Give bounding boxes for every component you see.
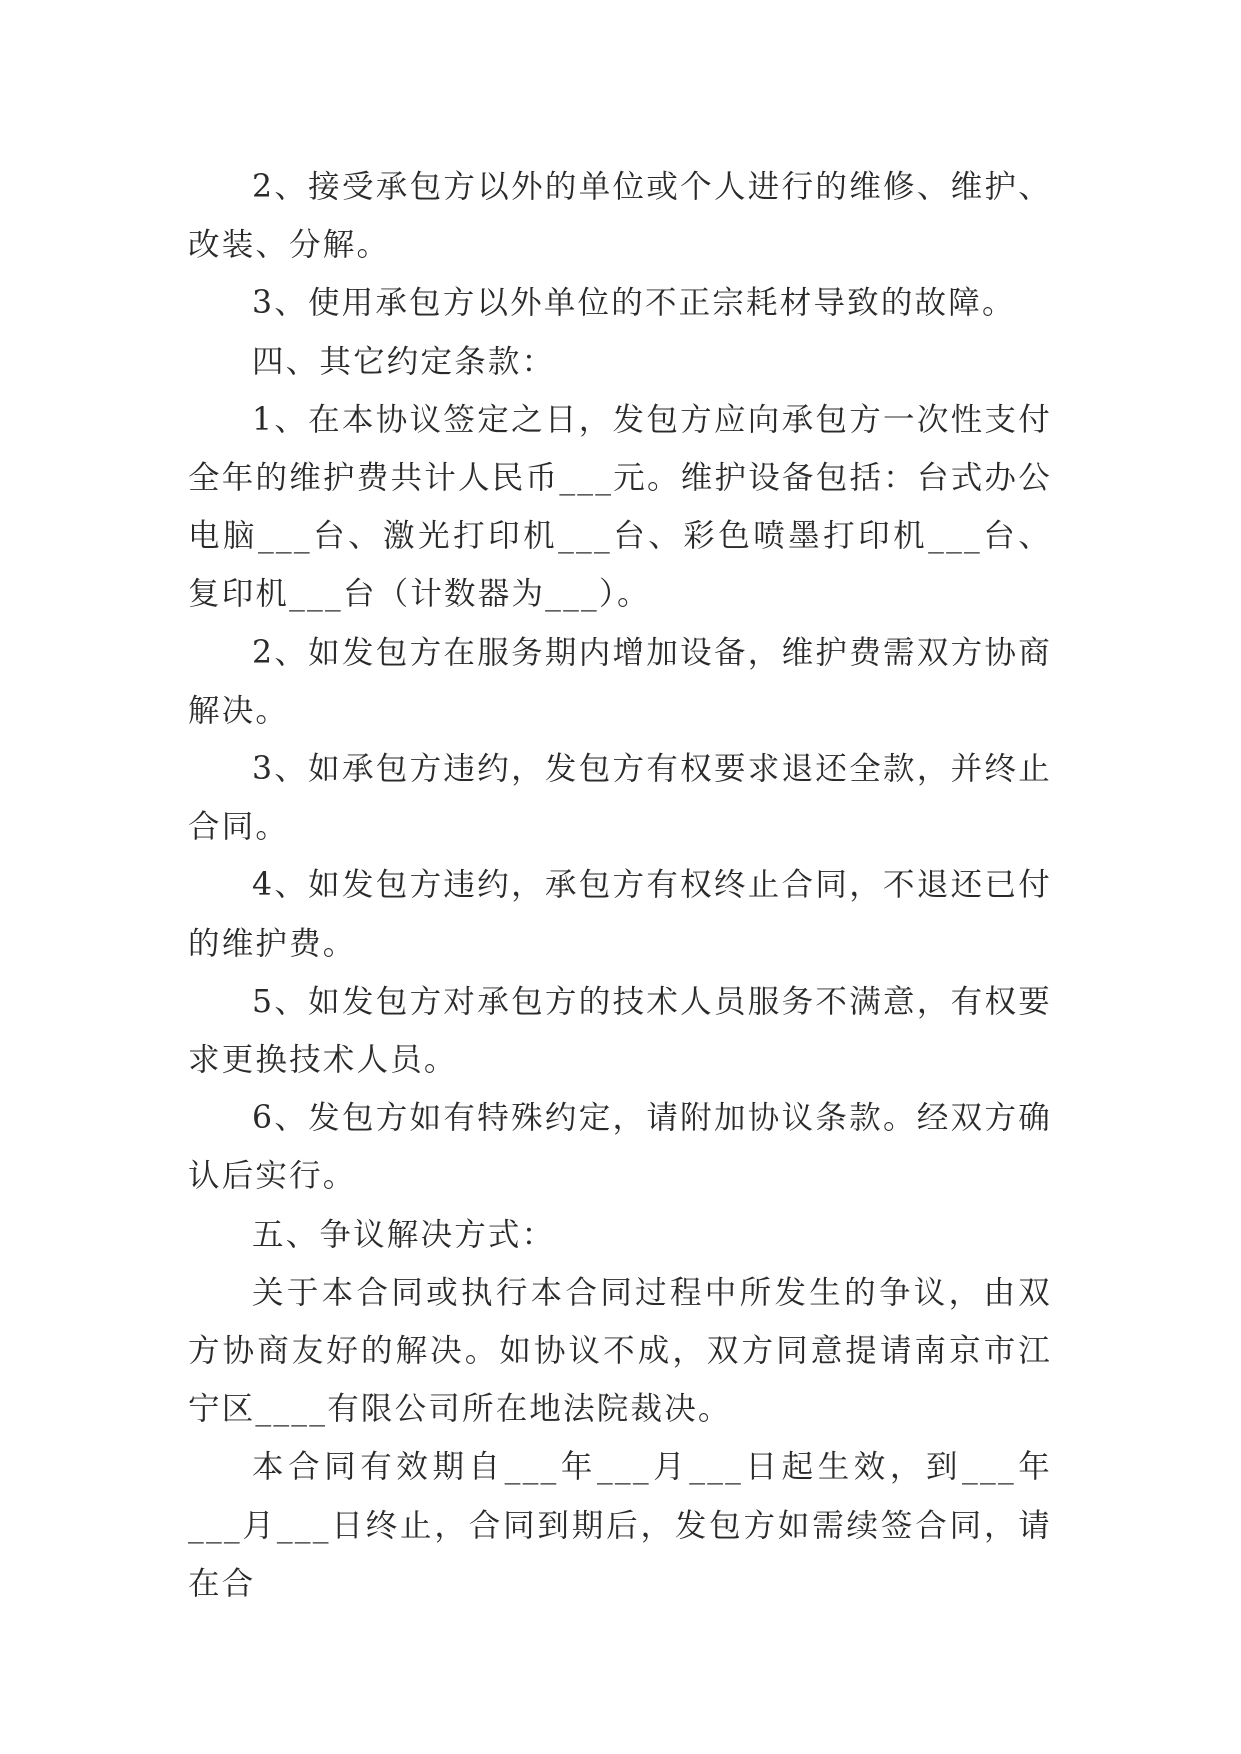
paragraph-term-3: 3、如承包方违约，发包方有权要求退还全款，并终止合同。: [188, 751, 1052, 846]
paragraph-validity: 本合同有效期自___年___月___日起生效，到___年___月___日终止，合同到期后，发包方如需续签合同，请在合: [188, 1449, 1052, 1602]
document-page: [188, 158, 1052, 1613]
paragraph-exclusion-2: 2、接受承包方以外的单位或个人进行的维修、维护、改装、分解。: [188, 169, 1052, 264]
section-heading-dispute: 五、争议解决方式：: [252, 1216, 556, 1253]
paragraph-term-2: 2、如发包方在服务期内增加设备，维护费需双方协商解决。: [188, 634, 1052, 729]
paragraph-term-6: 6、发包方如有特殊约定，请附加协议条款。经双方确认后实行。: [188, 1100, 1052, 1195]
section-heading-other-terms: 四、其它约定条款：: [252, 343, 556, 380]
paragraph-term-5: 5、如发包方对承包方的技术人员服务不满意，有权要求更换技术人员。: [188, 983, 1052, 1079]
paragraph-term-1: 1、在本协议签定之日，发包方应向承包方一次性支付全年的维护费共计人民币___元。维护设备包括：台式办公电脑___台、激光打印机___台、彩色喷墨打印机___台、复印机___台（计数器为___）。: [188, 401, 1052, 613]
paragraph-exclusion-3: 3、使用承包方以外单位的不正宗耗材导致的故障。: [252, 285, 1016, 322]
paragraph-dispute: 关于本合同或执行本合同过程中所发生的争议，由双方协商友好的解决。如协议不成，双方同意提请南京市江宁区____有限公司所在地法院裁决。: [188, 1274, 1052, 1428]
paragraph-term-4: 4、如发包方违约，承包方有权终止合同，不退还已付的维护费。: [188, 867, 1052, 962]
